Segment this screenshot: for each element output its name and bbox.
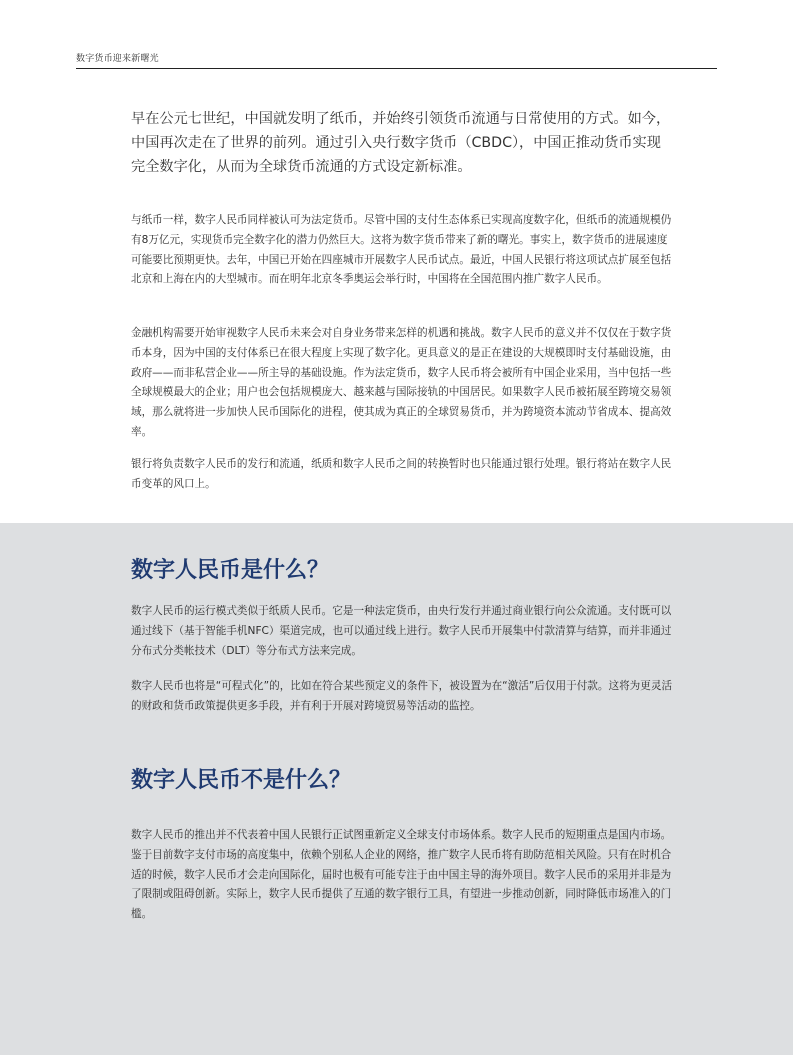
body-paragraph-3: 银行将负责数字人民币的发行和流通，纸质和数字人民币之间的转换暂时也只能通过银行处理。银行将站在数字人民币变革的风口上。 bbox=[131, 458, 672, 490]
page-header-title: 数字货币迎来新曙光 bbox=[76, 54, 159, 64]
section-what-paragraph-1: 数字人民币的运行模式类似于纸质人民币。它是一种法定货币，由央行发行并通过商业银行向公众流通。支付既可以通过线下（基于智能手机NFC）渠道完成，也可以通过线上进行。数字人民币开展集中付款清算与结算，而并非通过分布式分类帐技术（DLT）等分布式方法来完成。 bbox=[131, 605, 672, 657]
intro-paragraph: 早在公元七世纪，中国就发明了纸币，并始终引领货币流通与日常使用的方式。如今，中国再次走在了世界的前列。通过引入央行数字货币（CBDC），中国正推动货币实现完全数字化，从而为全球货币流通的方式设定新标准。 bbox=[131, 111, 671, 175]
section-not-paragraph-1: 数字人民币的推出并不代表着中国人民银行正试图重新定义全球支付市场体系。数字人民币的短期重点是国内市场。鉴于目前数字支付市场的高度集中，依赖个别私人企业的网络，推广数字人民币将有助防范相关风险。只有在时机合适的时候，数字人民币才会走向国际化，届时也极有可能专注于由中国主导的海外项目。数字人民币的采用并非是为了限制或阻碍创新。实际上，数字人民币提供了互通的数字银行工具，有望进一步推动创新，同时降低市场准入的门槛。 bbox=[131, 829, 672, 921]
body-paragraph-2: 金融机构需要开始审视数字人民币未来会对自身业务带来怎样的机遇和挑战。数字人民币的意义并不仅仅在于数字货币本身，因为中国的支付体系已在很大程度上实现了数字化。更具意义的是正在建设的大规模即时支付基础设施，由政府——而非私营企业——所主导的基础设施。作为法定货币，数字人民币将会被所有中国企业采用，当中包括一些全球规模最大的企业；用户也会包括规模庞大、越来越与国际接轨的中国居民。如果数字人民币被拓展至跨境交易领域，那么就将进一步加快人民币国际化的进程，使其成为真正的全球贸易货币，并为跨境资本流动节省成本、提高效率。 bbox=[131, 327, 672, 438]
body-paragraph-1: 与纸币一样，数字人民币同样被认可为法定货币。尽管中国的支付生态体系已实现高度数字化，但纸币的流通规模仍有8万亿元，实现货币完全数字化的潜力仍然巨大。这将为数字货币带来了新的曙光。事实上，数字货币的进展速度可能要比预期更快。去年，中国已开始在四座城市开展数字人民币试点。最近，中国人民银行将这项试点扩展至包括北京和上海在内的大型城市。而在明年北京冬季奥运会举行时，中国将在全国范围内推广数字人民币。 bbox=[131, 214, 672, 286]
section-what-paragraph-2: 数字人民币也将是“可程式化”的，比如在符合某些预定义的条件下，被设置为在“激活”后仅用于付款。这将为更灵活的财政和货币政策提供更多手段，并有利于开展对跨境贸易等活动的监控。 bbox=[131, 680, 673, 712]
section-heading-not: 数字人民币不是什么？ bbox=[131, 768, 352, 793]
header-divider bbox=[76, 68, 717, 69]
section-heading-what: 数字人民币是什么？ bbox=[131, 558, 330, 583]
